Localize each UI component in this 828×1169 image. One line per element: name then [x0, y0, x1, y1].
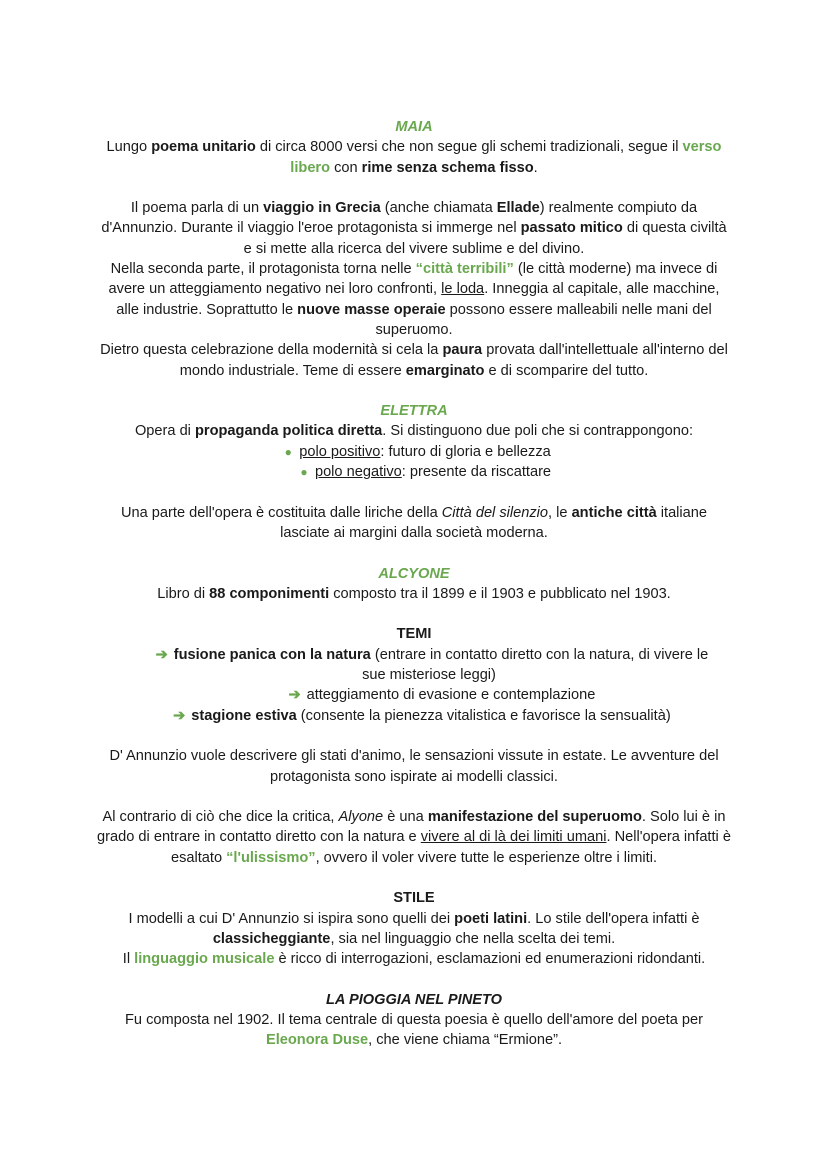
text-stile-p1b: poeti latini: [454, 910, 528, 927]
list-item-stagione-estiva: [0, 706, 828, 726]
text-stile-p1e: , sia nel linguaggio che nella scelta dei temi.: [330, 930, 616, 947]
list-item-polo-negativo: [0, 462, 828, 482]
text-temi-p2a: Al contrario di ciò che dice la critica,: [102, 809, 339, 826]
text-temi-a2: atteggiamento di evasione e contemplazione: [306, 687, 596, 704]
stile-paragraph-1: [0, 909, 828, 950]
text-stile-p1c: . Lo stile dell'opera infatti è: [527, 910, 700, 927]
text-temi-p2c: è una: [383, 809, 428, 826]
text-maia-p3b: “città terribili”: [415, 261, 514, 278]
text-stile-p1a: I modelli a cui D' Annunzio si ispira sono quelli dei: [128, 910, 455, 927]
text-stile-p2a: Il: [122, 951, 135, 968]
text-elettra-title: ELETTRA: [380, 403, 448, 420]
arrow-right-icon: ➔: [288, 687, 301, 704]
text-temi-p2i: “l'ulissismo”: [226, 849, 316, 866]
text-maia-p2e: ) realmente compiuto da d'Annunzio. Durante il viaggio l'eroe protagonista si immerge nel: [101, 200, 698, 237]
text-elettra-p2a: Una parte dell'opera è costituita dalle liriche della: [120, 504, 442, 521]
text-maia-p1b: poema unitario: [151, 139, 256, 156]
maia-paragraph-3: [0, 259, 828, 340]
text-maia-p2a: Il poema parla di un: [130, 200, 264, 217]
alcyone-paragraph-1: [0, 584, 828, 604]
text-stile-title: STILE: [393, 890, 435, 907]
text-maia-p4a: Dietro questa celebrazione della modernità si cela la: [100, 342, 443, 359]
text-elettra-p1a: Opera di: [134, 423, 195, 440]
text-maia-p1g: .: [533, 159, 538, 176]
arrow-right-icon: ➔: [155, 646, 168, 663]
maia-paragraph-1: [0, 137, 828, 178]
text-stile-p2c: è ricco di interrogazioni, esclamazioni ed enumerazioni ridondanti.: [274, 951, 706, 968]
text-elettra-p2c: , le: [548, 504, 572, 521]
text-temi-p2b: Alyone: [338, 809, 384, 826]
text-elettra-p1c: . Si distinguono due poli che si contrappongono:: [382, 423, 694, 440]
text-pioggia-title: LA PIOGGIA NEL PINETO: [326, 991, 502, 1008]
text-elettra-b2a: polo negativo: [314, 464, 402, 481]
stile-paragraph-2: [0, 949, 828, 969]
bullet-dot-icon: ●: [300, 465, 308, 480]
text-maia-p3a: Nella seconda parte, il protagonista torna nelle: [110, 261, 416, 278]
text-temi-p2f: vivere al di là dei limiti umani: [420, 829, 607, 846]
section-title-maia: [0, 117, 828, 137]
elettra-paragraph-1: [0, 421, 828, 441]
section-title-pioggia: [0, 990, 828, 1010]
text-maia-p3d: le loda: [441, 281, 485, 298]
text-elettra-p2e: italiane lasciate ai margini dalla società moderna.: [280, 504, 708, 541]
text-stile-p1d: classicheggiante: [212, 930, 331, 947]
text-pioggia-p1a: Fu composta nel 1902. Il tema centrale di questa poesia è quello dell'amore del poeta per: [125, 1012, 703, 1029]
text-temi-a3b: stagione estiva: [191, 707, 297, 724]
text-maia-p4d: emarginato: [405, 362, 485, 379]
bullet-dot-icon: ●: [284, 444, 292, 459]
temi-paragraph-1: [0, 746, 828, 787]
text-temi-a1d: sue misteriose leggi): [362, 667, 496, 684]
text-maia-p1d: verso libero: [290, 139, 722, 176]
text-maia-p3e: . Inneggia al capitale, alle macchine, alle industrie. Soprattutto le: [116, 281, 720, 318]
text-maia-p1a: Lungo: [106, 139, 152, 156]
text-elettra-p2b: Città del silenzio: [441, 504, 549, 521]
text-maia-p3f: nuove masse operaie: [297, 301, 446, 318]
text-maia-p2c: (anche chiamata: [380, 200, 497, 217]
text-elettra-b2b: : presente da riscattare: [401, 464, 552, 481]
text-maia-p2f: passato mitico: [520, 220, 623, 237]
text-alcyone-p1a: Libro di: [157, 585, 210, 602]
maia-paragraph-4: [0, 340, 828, 381]
text-maia-p1e: con: [330, 159, 362, 176]
section-title-stile: [0, 888, 828, 908]
text-maia-p3c: (le città moderne) ma invece di avere un atteggiamento negativo nei loro confronti,: [108, 261, 718, 298]
text-maia-p2g: di questa civiltà e si mette alla ricerca del vivere sublime e del divino.: [243, 220, 727, 257]
text-elettra-b1a: polo positivo: [299, 443, 381, 460]
text-temi-a1c: (entrare in contatto diretto con la natura, di vivere le: [370, 646, 709, 663]
text-temi-p2h: Nell'opera infatti è esaltato: [170, 829, 731, 866]
list-item-polo-positivo: [0, 442, 828, 462]
text-alcyone-p1b: 88 componimenti: [209, 585, 330, 602]
list-item-evasione: [0, 685, 828, 705]
elettra-paragraph-2: [0, 503, 828, 544]
text-temi-p1: D' Annunzio vuole descrivere gli stati d'animo, le sensazioni vissute in estate. Le avventure del protagonista sono ispirate ai modelli classici.: [109, 748, 719, 785]
arrow-right-icon: ➔: [173, 707, 186, 724]
text-temi-p2d: manifestazione del superuomo: [427, 809, 642, 826]
text-temi-a3c: (consente la pienezza vitalistica e favorisce la sensualità): [296, 707, 671, 724]
list-item-fusione-panica-cont: [0, 665, 828, 685]
text-maia-p2d: Ellade: [496, 200, 540, 217]
text-maia-p3g: possono essere malleabili nelle mani del superuomo.: [375, 301, 712, 338]
text-maia-p4c: provata dall'intellettuale all'interno del mondo industriale. Teme di essere: [179, 342, 728, 379]
section-title-alcyone: [0, 564, 828, 584]
text-temi-p2j: , ovvero il voler vivere tutte le esperienze oltre i limiti.: [315, 849, 658, 866]
section-title-temi: [0, 624, 828, 644]
text-temi-title: TEMI: [396, 626, 432, 643]
text-elettra-b1b: : futuro di gloria e bellezza: [380, 443, 551, 460]
text-maia-p4b: paura: [442, 342, 483, 359]
text-temi-a1b: fusione panica con la natura: [173, 646, 371, 663]
text-temi-p2e: . Solo lui è in grado di entrare in contatto diretto con la natura e: [97, 809, 726, 846]
text-temi-p2g: .: [606, 829, 611, 846]
text-pioggia-p1b: Eleonora Duse: [265, 1032, 369, 1049]
section-title-elettra: [0, 401, 828, 421]
maia-paragraph-2: [0, 198, 828, 259]
text-maia-p2b: viaggio in Grecia: [263, 200, 381, 217]
text-stile-p2b: linguaggio musicale: [134, 951, 275, 968]
text-elettra-p1b: propaganda politica diretta: [194, 423, 383, 440]
text-alcyone-title: ALCYONE: [378, 565, 450, 582]
text-pioggia-p1c: , che viene chiama “Ermione”.: [368, 1032, 563, 1049]
list-item-fusione-panica: [0, 645, 828, 665]
temi-paragraph-2: [0, 807, 828, 868]
text-maia-p1f: rime senza schema fisso: [361, 159, 534, 176]
text-maia-p4e: e di scomparire del tutto.: [484, 362, 649, 379]
text-maia-title: MAIA: [395, 119, 433, 135]
text-alcyone-p1c: composto tra il 1899 e il 1903 e pubblicato nel 1903.: [329, 585, 671, 602]
text-maia-p1c: di circa 8000 versi che non segue gli schemi tradizionali, segue il: [255, 139, 683, 156]
text-elettra-p2d: antiche città: [571, 504, 657, 521]
pioggia-paragraph-1: [0, 1010, 828, 1051]
